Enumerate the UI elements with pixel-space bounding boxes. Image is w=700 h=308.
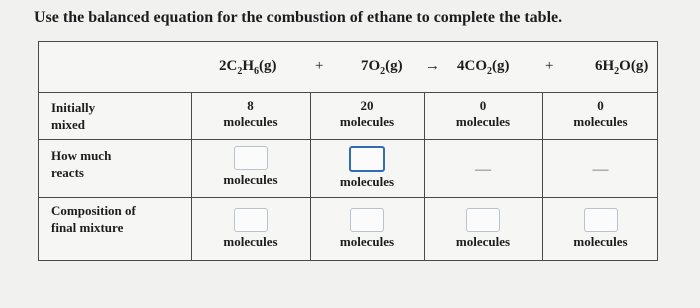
o2-final-input[interactable]: [350, 208, 384, 232]
co2-formula: $4CO_2(g)$: [457, 58, 510, 77]
o2-reacts-input[interactable]: [349, 146, 385, 172]
h2o-final: molecules: [542, 208, 659, 250]
equation-header: [39, 42, 657, 93]
reaction-arrow: →: [425, 58, 440, 74]
row-label: How much reacts: [51, 148, 112, 180]
row-final-composition: [39, 198, 657, 260]
c2h6-final: molecules: [191, 208, 310, 250]
co2-initial: 0 molecules: [455, 98, 511, 129]
ethane-formula: $2C_2H_6(g)$: [219, 58, 277, 77]
row-label: Composition of final mixture: [51, 203, 136, 235]
question-prompt: Use the balanced equation for the combustion of ethane to complete the table.: [34, 9, 563, 26]
h2o-initial: 0 molecules: [573, 98, 628, 129]
plus-sign: +: [315, 58, 324, 74]
oxygen-formula: $7O_2(g)$: [361, 58, 403, 77]
water-formula: $6H_2O(g)$: [595, 58, 649, 77]
h2o-final-input[interactable]: [584, 208, 618, 232]
c2h6-reacts-input[interactable]: [234, 146, 268, 170]
stoichiometry-table: [38, 41, 658, 261]
o2-final: molecules: [310, 208, 424, 250]
c2h6-reacts: molecules: [191, 146, 310, 188]
co2-final-input[interactable]: [466, 208, 500, 232]
o2-reacts: molecules: [310, 146, 424, 190]
co2-final: molecules: [424, 208, 542, 250]
c2h6-initial: 8 molecules: [223, 98, 278, 129]
plus-sign-2: +: [545, 58, 554, 74]
h2o-reacts-dash: —: [592, 161, 609, 178]
row-label: Initially mixed: [51, 100, 96, 132]
row-initially-mixed: [39, 92, 657, 140]
o2-initial: 20 molecules: [339, 98, 395, 129]
co2-reacts-dash: —: [475, 161, 491, 178]
row-how-much-reacts: [39, 140, 657, 198]
c2h6-final-input[interactable]: [234, 208, 268, 232]
